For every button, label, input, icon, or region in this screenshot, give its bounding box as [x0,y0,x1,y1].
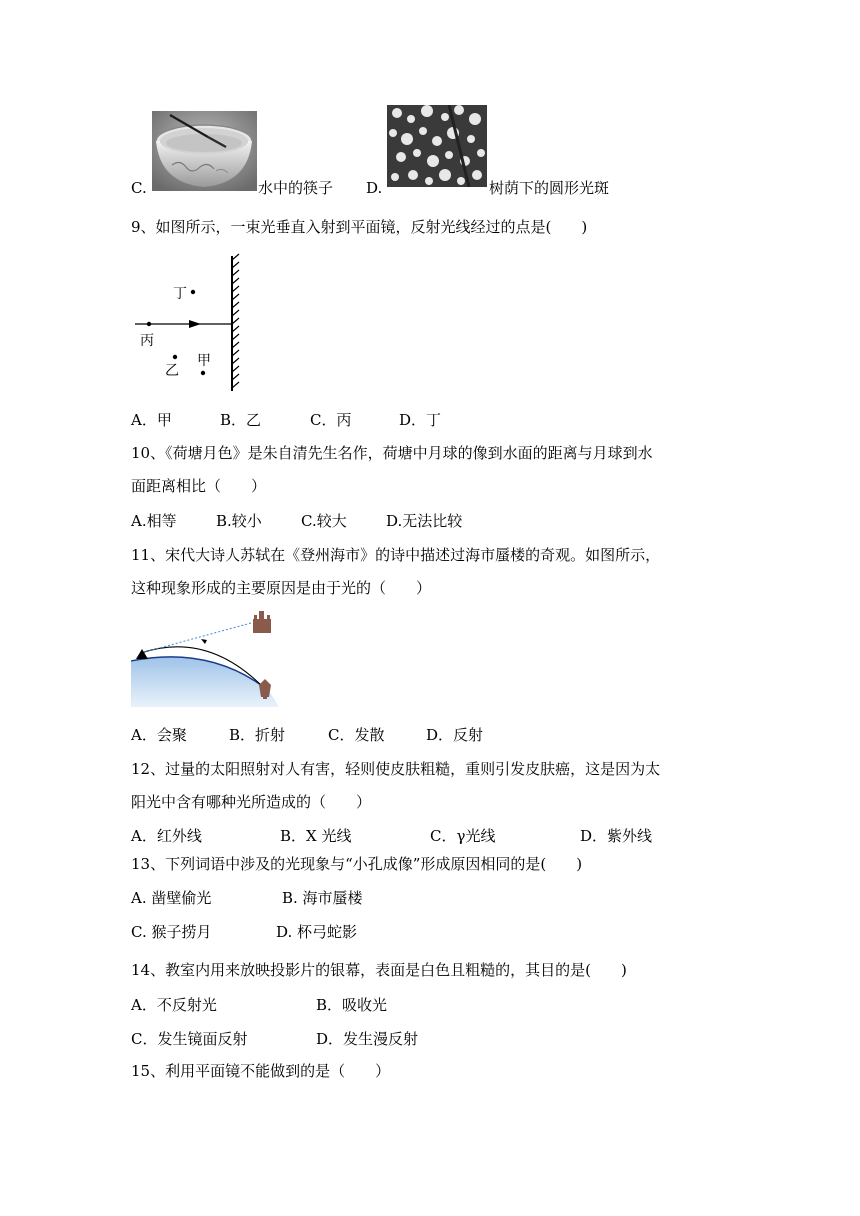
point-ding-label: 丁 [173,286,187,302]
question-12-option-d: D．紫外线 [580,827,653,845]
question-13-option-b: B. 海市蜃楼 [282,889,363,907]
question-13-option-d: D. 杯弓蛇影 [276,923,358,941]
chopsticks-bowl-image [152,111,257,191]
question-14-option-b: B．吸收光 [316,996,388,1014]
question-10-option-d: D.无法比较 [386,512,463,530]
question-11-option-c: C．发散 [328,726,385,744]
question-12-stem-line-2: 阳光中含有哪种光所造成的（ ） [131,793,372,811]
question-12-option-b: B．X 光线 [280,827,352,845]
mirage-diagram [131,607,279,707]
question-12-option-c: C．γ光线 [430,827,496,845]
question-13-option-c: C. 猴子捞月 [131,923,212,941]
option-letter-d: D. [366,179,383,197]
question-11-option-a: A．会聚 [131,726,187,744]
question-11-stem-line-1: 11、宋代大诗人苏轼在《登州海市》的诗中描述过海市蜃楼的奇观。如图所示， [131,546,661,564]
question-11-option-b: B．折射 [229,726,286,744]
option-letter-c: C. [131,179,147,197]
question-14-option-c: C．发生镜面反射 [131,1030,248,1048]
point-jia-label: 甲 [197,353,211,369]
question-9-option-c: C．丙 [310,411,352,429]
point-yi-label: 乙 [165,363,179,379]
question-14-option-a: A．不反射光 [131,996,217,1014]
question-11-option-d: D．反射 [426,726,484,744]
question-10-option-a: A.相等 [131,512,177,530]
question-9-stem: 9、如图所示，一束光垂直入射到平面镜，反射光线经过的点是( ) [131,218,588,236]
question-13-option-a: A. 凿壁偷光 [131,889,212,907]
question-9-option-b: B．乙 [220,411,262,429]
light-spots-image [387,105,487,187]
question-13-stem: 13、下列词语中涉及的光现象与“小孔成像”形成原因相同的是( ) [131,855,583,873]
question-9-option-a: A．甲 [131,411,172,429]
question-11-stem-line-2: 这种现象形成的主要原因是由于光的（ ） [131,579,432,597]
question-12-stem-line-1: 12、过量的太阳照射对人有害，轻则使皮肤粗糙，重则引发皮肤癌，这是因为太 [131,760,661,778]
question-14-stem: 14、教室内用来放映投影片的银幕，表面是白色且粗糙的，其目的是( ) [131,961,627,979]
question-12-option-a: A．红外线 [131,827,202,845]
option-d-caption: 树荫下的圆形光斑 [489,179,610,197]
question-15-stem: 15、利用平面镜不能做到的是（ ） [131,1062,391,1080]
question-10-stem-line-2: 面距离相比（ ） [131,477,267,495]
plane-mirror-diagram [131,250,251,396]
question-10-stem-line-1: 10、《荷塘月色》是朱自清先生名作，荷塘中月球的像到水面的距离与月球到水 [131,444,653,462]
question-10-option-c: C.较大 [301,512,347,530]
tree-shade-light-spots-photo [387,105,487,187]
question-10-option-b: B.较小 [216,512,262,530]
option-c-caption: 水中的筷子 [258,179,334,197]
question-14-option-d: D．发生漫反射 [316,1030,419,1048]
point-bing-label: 丙 [140,333,154,349]
question-9-option-d: D．丁 [399,411,442,429]
chopsticks-in-water-photo [152,111,257,191]
